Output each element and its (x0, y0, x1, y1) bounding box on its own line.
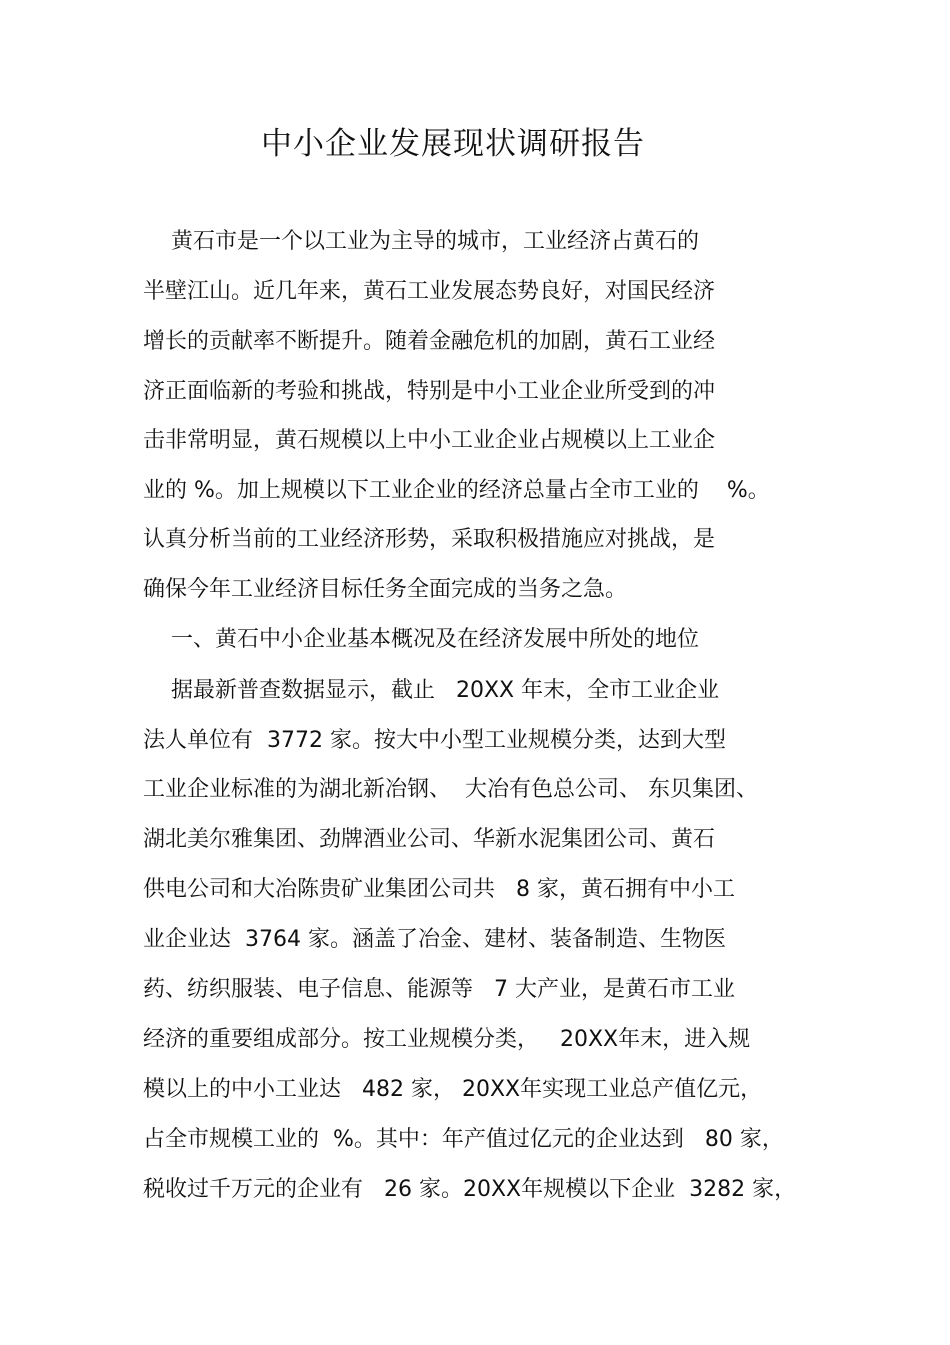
paragraph-line: 据最新普查数据显示，截止 20XX 年末，全市工业企业 (143, 678, 720, 703)
paragraph-line: 认真分析当前的工业经济形势，采取积极措施应对挑战，是 (143, 527, 716, 552)
section-heading: 一、黄石中小企业基本概况及在经济发展中所处的地位 (143, 627, 699, 652)
paragraph-line: 击非常明显，黄石规模以上中小工业企业占规模以上工业企 (143, 428, 716, 453)
paragraph-line: 半壁江山。近几年来，黄石工业发展态势良好，对国民经济 (143, 279, 716, 304)
document-title: 中小企业发展现状调研报告 (261, 126, 645, 162)
paragraph-line: 湖北美尔雅集团、劲牌酒业公司、华新水泥集团公司、黄石 (143, 827, 716, 852)
paragraph-line: 济正面临新的考验和挑战，特别是中小工业企业所受到的冲 (143, 379, 716, 404)
paragraph-line: 法人单位有 3772 家。按大中小型工业规模分类，达到大型 (143, 728, 726, 753)
paragraph-line: 药、纺织服装、电子信息、能源等 7 大产业，是黄石市工业 (143, 977, 735, 1002)
paragraph-line: 黄石市是一个以工业为主导的城市，工业经济占黄石的 (143, 229, 699, 254)
paragraph-line: 确保今年工业经济目标任务全面完成的当务之急。 (143, 577, 628, 602)
paragraph-line: 增长的贡献率不断提升。随着金融危机的加剧，黄石工业经 (143, 329, 716, 354)
paragraph-line: 模以上的中小工业达 482 家， 20XX年实现工业总产值亿元， (143, 1077, 763, 1102)
paragraph-line: 业的 %。加上规模以下工业企业的经济总量占全市工业的 %。 (143, 478, 770, 503)
paragraph-line: 供电公司和大冶陈贵矿业集团公司共 8 家，黄石拥有中小工 (143, 877, 735, 902)
paragraph-line: 业企业达 3764 家。涵盖了冶金、建材、装备制造、生物医 (143, 927, 726, 952)
paragraph-line: 占全市规模工业的 %。其中：年产值过亿元的企业达到 80 家， (143, 1127, 784, 1152)
paragraph-line: 经济的重要组成部分。按工业规模分类， 20XX年末，进入规 (143, 1027, 751, 1052)
paragraph-line: 工业企业标准的为湖北新冶钢、 大冶有色总公司、 东贝集团、 (143, 777, 758, 802)
paragraph-line: 税收过千万元的企业有 26 家。20XX年规模以下企业 3282 家， (143, 1177, 797, 1202)
